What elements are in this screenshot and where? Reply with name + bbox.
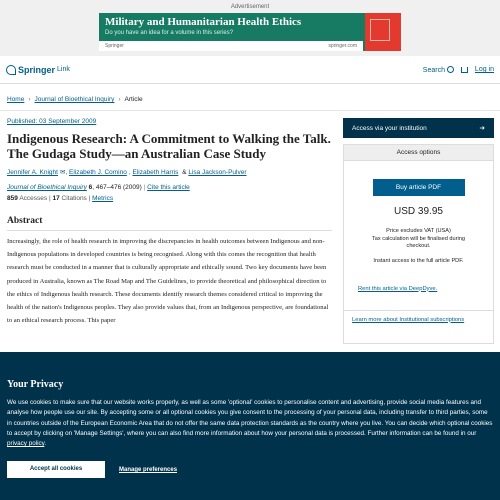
access-options-heading: Access options [344, 145, 493, 161]
divider [344, 310, 493, 311]
ad-strip [99, 41, 363, 51]
price-note-tax: Tax calculation will be finalised during [372, 235, 465, 242]
citation-line: Journal of Bioethical Inquiry 6, 467–476 (2009) | Cite this article [7, 184, 190, 191]
logo-text: Springer [18, 64, 56, 75]
price-note-checkout: checkout. [406, 243, 431, 249]
abstract-text: Increasingly, the role of health research in improving the discrepancies in health outcomes between Indigenous and non-Indigenous populations in developed countries is being recognised. Along with this comes the recognition that health research must be conducted in a manner that is culturally appropriate and ethically sound. Two key documents have been produced in Australia, known as The Road Map and The Guidelines, to provide theoretical and philosophical direction to the ethics of Indigenous health research. These documents identify research themes considered critical to improving the health of the nation's Indigenous peoples. They also provide values that, from an Indigenous perspective, are foundational to an ethical research process. This paper [7, 238, 329, 325]
cookie-body: We use cookies to make sure that our website works properly, as well as some 'optional' cookies to personalise content and advertising, provide social media features and analyse how people use our site. By accepting some or all optional cookies you give consent to the processing of your personal data, including transfer to third parties, some in countries outside of the European Economic Area that do not offer the same data protection standards as the country where you live. You can decide which optional cookies to accept by clicking on 'Manage Settings', where you can also find more information about how your personal data is processed. Further information can be found in our [7, 399, 493, 437]
access-options-panel [343, 144, 494, 344]
ad-subtitle: Do you have an idea for a volume in this series? [105, 30, 234, 36]
ad-title: Military and Humanitarian Health Ethics [105, 16, 302, 28]
accesses-count: 859 [7, 195, 18, 202]
cookie-text [7, 398, 493, 449]
ad-brand: Springer [105, 43, 124, 49]
instant-access-note: Instant access to the full article PDF. [373, 257, 464, 264]
cookie-period: . [44, 440, 47, 448]
manage-preferences-link[interactable]: Manage preferences [119, 466, 178, 473]
article-main [7, 118, 332, 327]
breadcrumb-journal[interactable]: Journal of Bioethical Inquiry [34, 96, 115, 103]
breadcrumb-home[interactable]: Home [7, 96, 25, 103]
logo-link-text: Link [57, 66, 70, 73]
pages: , 467–476 (2009) [92, 184, 142, 191]
volume: 6 [88, 184, 93, 191]
author-link[interactable]: Lisa Jackson-Pulver [188, 169, 247, 176]
ad-label: Advertisement [230, 4, 270, 10]
cart-icon[interactable] [461, 67, 468, 73]
privacy-policy-link[interactable]: privacy policy [7, 440, 45, 448]
author-amp: & [182, 169, 187, 176]
author-link[interactable]: Jennifer A. Knight [7, 169, 58, 176]
search-icon [447, 66, 454, 73]
accesses-label: Accesses [19, 195, 48, 202]
springer-horse-icon [6, 65, 16, 75]
buy-pdf-button[interactable]: Buy article PDF [373, 179, 465, 196]
ad-bar [0, 0, 500, 56]
ad-url: springer.com [328, 43, 357, 49]
divider [0, 110, 500, 111]
institutional-subscriptions-link[interactable]: Learn more about Institutional subscriptions [352, 316, 465, 323]
cookie-banner [0, 352, 500, 500]
chevron-right-icon: › [118, 96, 121, 103]
rent-deepdyve-link[interactable]: Rent this article via DeepDyve. [358, 285, 438, 292]
site-header [0, 56, 500, 84]
author-list: Jennifer A. Knight ✉, Elizabeth J. Comino , Elizabeth Harris & Lisa Jackson-Pulver [7, 169, 247, 176]
book-cover-image [365, 13, 401, 51]
accept-cookies-button[interactable]: Accept all cookies [7, 461, 105, 478]
author-link[interactable]: Elizabeth Harris [132, 169, 179, 176]
price: USD 39.95 [394, 206, 443, 217]
article-metrics: 859 Accesses | 17 Citations | Metrics [7, 195, 114, 202]
metrics-link[interactable]: Metrics [92, 195, 114, 202]
ad-banner[interactable] [99, 13, 401, 51]
article-title: Indigenous Research: A Commitment to Walking the Talk. The Gudaga Study—an Australian Case Study [7, 131, 331, 161]
citations-label: Citations [61, 195, 87, 202]
search-label: Search [422, 67, 445, 74]
journal-link[interactable]: Journal of Bioethical Inquiry [7, 184, 87, 191]
cite-article-link[interactable]: Cite this article [147, 184, 190, 191]
login-link[interactable]: Log in [474, 66, 494, 73]
arrow-right-icon: ➔ [479, 125, 485, 132]
breadcrumb-current: Article [124, 96, 143, 103]
institution-access-label: Access via your institution [352, 124, 427, 132]
breadcrumb [7, 96, 143, 103]
published-date: Published: 03 September 2009 [7, 118, 97, 125]
springer-logo[interactable] [6, 65, 70, 75]
price-note [344, 228, 493, 251]
search-button[interactable] [423, 65, 454, 74]
institution-access-button[interactable] [343, 118, 494, 138]
email-icon[interactable]: ✉ [59, 169, 66, 176]
cookie-title: Your Privacy [7, 379, 64, 390]
price-note-vat: Price excludes VAT (USA) [386, 228, 451, 234]
author-link[interactable]: Elizabeth J. Comino [69, 169, 127, 176]
chevron-right-icon: › [28, 96, 31, 103]
citations-count: 17 [52, 195, 60, 202]
abstract-heading: Abstract [7, 216, 332, 231]
